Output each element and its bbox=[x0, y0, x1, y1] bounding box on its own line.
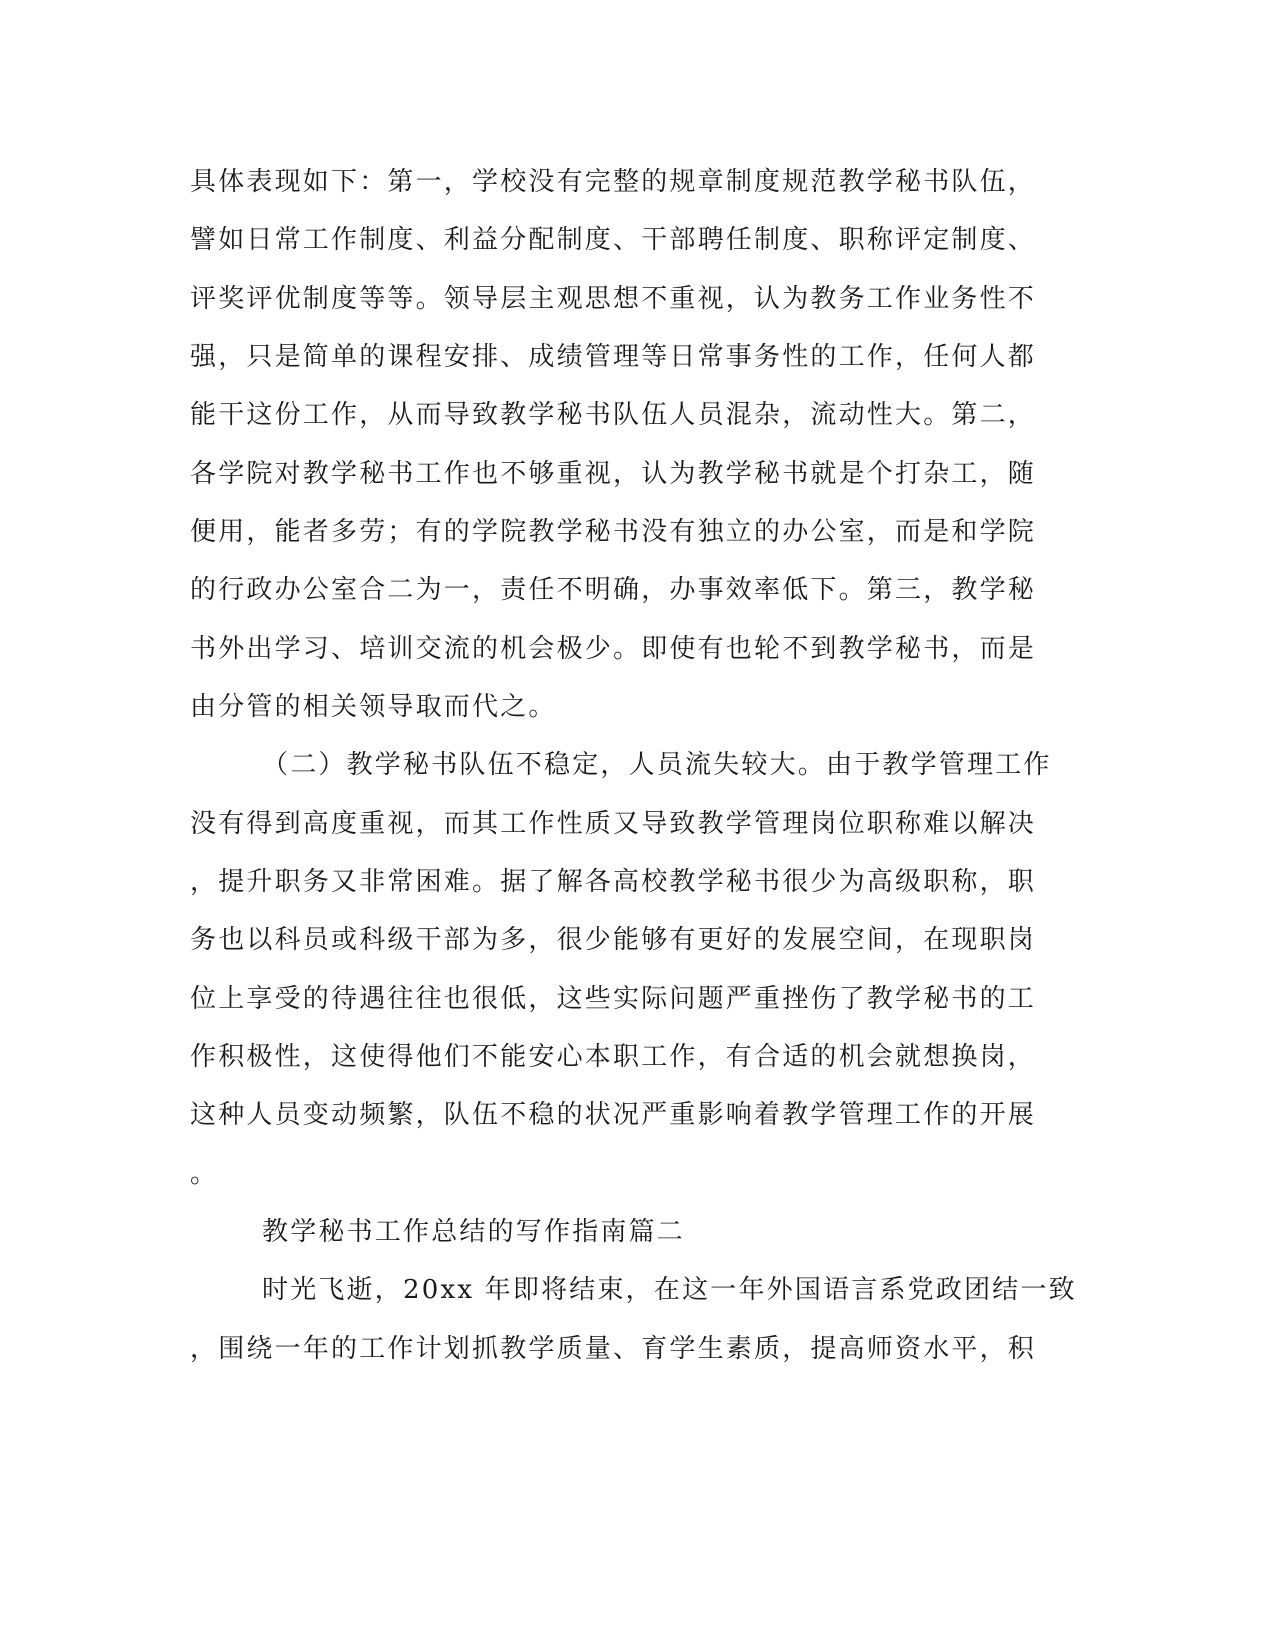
body-line-17: 这种人员变动频繁，队伍不稳的状况严重影响着教学管理工作的开展 bbox=[190, 1100, 1037, 1130]
body-line-6: 各学院对教学秘书工作也不够重视，认为教学秘书就是个打杂工，随 bbox=[190, 459, 1037, 489]
body-line-20: 时光飞逝，20xx 年即将结束，在这一年外国语言系党政团结一致 bbox=[262, 1275, 1077, 1305]
body-line-14: 务也以科员或科级干部为多，很少能够有更好的发展空间，在现职岗 bbox=[190, 925, 1037, 955]
body-line-2: 譬如日常工作制度、利益分配制度、干部聘任制度、职称评定制度、 bbox=[190, 225, 1037, 255]
body-line-5: 能干这份工作，从而导致教学秘书队伍人员混杂，流动性大。第二， bbox=[190, 400, 1037, 430]
section-heading-line: （二）教学秘书队伍不稳定，人员流失较大。由于教学管理工作 bbox=[262, 750, 1052, 780]
body-line-21: ，围绕一年的工作计划抓教学质量、育学生素质，提高师资水平，积 bbox=[190, 1334, 1037, 1364]
body-line-9: 书外出学习、培训交流的机会极少。即使有也轮不到教学秘书，而是 bbox=[190, 634, 1037, 664]
body-line-13: ，提升职务又非常困难。据了解各高校教学秘书很少为高级职称，职 bbox=[190, 867, 1037, 897]
body-line-16: 作积极性，这使得他们不能安心本职工作，有合适的机会就想换岗， bbox=[190, 1042, 1037, 1072]
body-line-10: 由分管的相关领导取而代之。 bbox=[190, 692, 557, 722]
body-line-4: 强，只是简单的课程安排、成绩管理等日常事务性的工作，任何人都 bbox=[190, 342, 1037, 372]
body-line-1: 具体表现如下：第一，学校没有完整的规章制度规范教学秘书队伍， bbox=[190, 167, 1037, 197]
article-title: 教学秘书工作总结的写作指南篇二 bbox=[262, 1217, 686, 1247]
body-line-18: 。 bbox=[190, 1159, 219, 1189]
body-line-7: 便用，能者多劳；有的学院教学秘书没有独立的办公室，而是和学院 bbox=[190, 517, 1037, 547]
body-line-12: 没有得到高度重视，而其工作性质又导致教学管理岗位职称难以解决 bbox=[190, 809, 1037, 839]
body-line-8: 的行政办公室合二为一，责任不明确，办事效率低下。第三，教学秘 bbox=[190, 575, 1037, 605]
body-line-15: 位上享受的待遇往往也很低，这些实际问题严重挫伤了教学秘书的工 bbox=[190, 984, 1037, 1014]
body-line-3: 评奖评优制度等等。领导层主观思想不重视，认为教务工作业务性不 bbox=[190, 284, 1037, 314]
